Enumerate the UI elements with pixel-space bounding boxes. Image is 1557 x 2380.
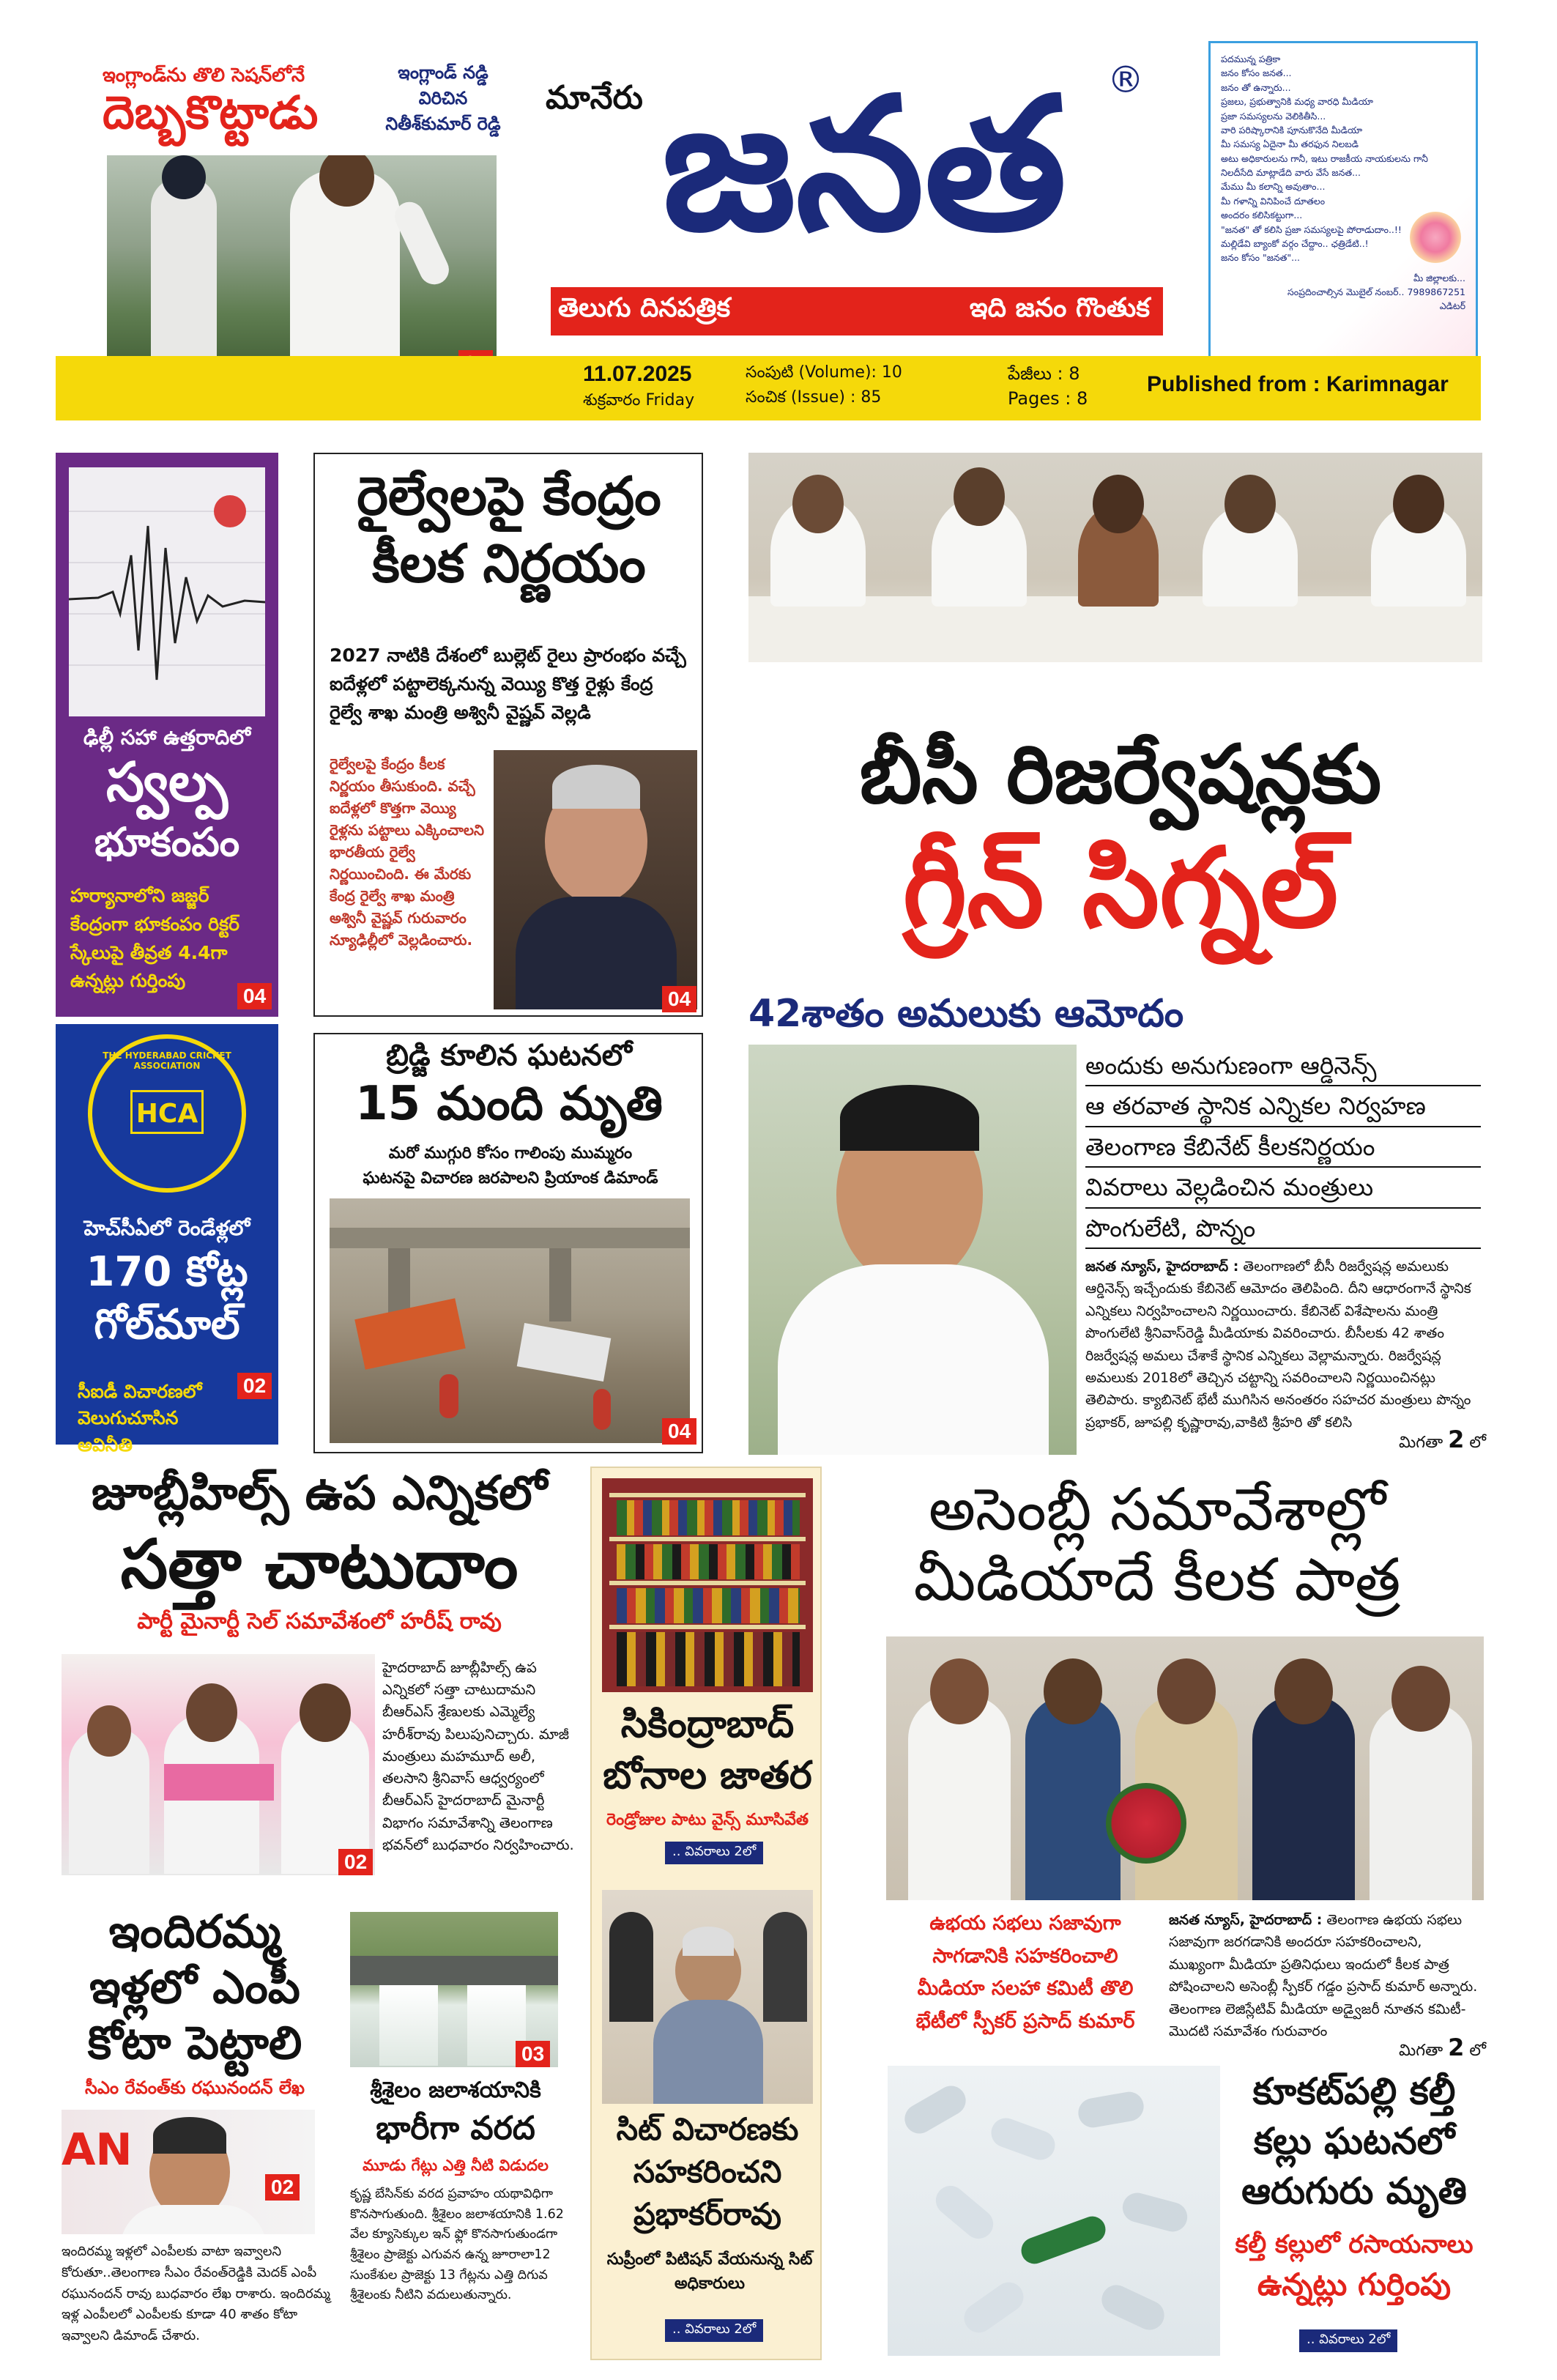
sit-headline-2: సహకరించని — [633, 2154, 782, 2190]
assembly-cont-suffix: లో — [1469, 2042, 1487, 2060]
quake-page-number: 04 — [237, 983, 272, 1009]
sit-more-link[interactable]: .. వివరాలు 2లో — [665, 2319, 763, 2342]
kukatpally-deck-1: కల్తీ కల్లులో రసాయనాలు — [1235, 2230, 1474, 2259]
poem-line: మీ సమస్య ఏదైనా మీ తరఫున నిలబడి — [1221, 138, 1359, 150]
poem-line: ప్రజలు, ప్రభుత్వానికి మధ్య వారధి మీడియా — [1221, 96, 1373, 108]
flower-decoration — [1410, 212, 1461, 263]
poem-line: పదమున్న పత్రికా — [1221, 53, 1281, 64]
wine-shop-photo — [602, 1478, 813, 1692]
harish-rao-photo — [62, 1654, 375, 1875]
hca-body: సీఐడీ విచారణలో వెలుగుచూసిన అవినీతి — [78, 1381, 202, 1456]
assembly-body-text — [1169, 1909, 1481, 2042]
poem-line: జనం తో ఉన్నారు... — [1221, 81, 1291, 93]
jubilee-headline-2: సత్తా చాటుదాం — [120, 1525, 519, 1604]
poem-line: అటు అధికారులను గానీ, ఇటు రాజకీయ నాయకులను గానీ — [1221, 152, 1428, 164]
bonalu-more-link[interactable]: .. వివరాలు 2లో — [665, 1842, 763, 1864]
teaser-kicker: ఇంగ్లాండ్‌ను తొలి సెషన్‌లోనే — [103, 64, 305, 86]
teaser-side-text: ఇంగ్లాండ్ నడ్డి విరిచిన నితీశ్‌కుమార్ రెడ్డి — [385, 62, 501, 134]
poem-line: జనం కోసం జనత... — [1221, 67, 1292, 79]
poem-line: వారి పరిష్కారానికి పూనుకొనేది మీడియా — [1221, 124, 1363, 136]
lead-cont-suffix: లో — [1469, 1434, 1487, 1452]
poem-line: "జనత" తో కలిసి ప్రజా సమస్యలపై పోరాడుదాం..!! — [1221, 223, 1402, 235]
assembly-deck-line: సాగడానికి సహకరించాలి — [932, 1944, 1118, 1968]
hca-logo-text: THE HYDERABAD CRICKET ASSOCIATION — [103, 1050, 231, 1071]
bonalu-headline-2: బోనాల జాతర — [603, 1754, 812, 1798]
poem-signoff: మీ జిల్లాలకు... — [1413, 272, 1465, 283]
jubilee-deck: పార్టీ మైనార్టీ సెల్ సమావేశంలో హరీష్ రావు — [137, 1609, 502, 1634]
hca-headline-2: గోల్‌మాల్ — [94, 1301, 240, 1349]
assembly-cont-label: మిగతా — [1399, 2042, 1443, 2060]
seismograph-icon — [69, 467, 265, 716]
tagline-right: ఇది జనం గొంతుక — [969, 293, 1150, 323]
jubilee-body: హైదరాబాద్ జూబ్లీహిల్స్ ఉప ఎన్నికలో సత్తా చాటుదామని బీఆర్ఎస్ శ్రేణులకు ఎమ్మెల్యే హరీశ్‌రావు పిలుపునిచ్చారు. మాజీ మంత్రులు మహమూద్ అలీ, తలసాని శ్రీనివాస్ ఆధ్వర్యంలో బీఆర్ఎస్ హైదరాబాద్ మైనార్టీ విభాగం సమావేశాన్ని తెలంగాణ భవన్‌లో బుధవారం నిర్వహించారు. — [382, 1659, 574, 1853]
railway-headline-2: కీలక నిర్ణయం — [372, 533, 646, 594]
assembly-deck-line: మీడియా సలహా కమిటీ తొలి — [917, 1977, 1134, 2001]
indiramma-headline-1: ఇందిరమ్మ — [108, 1905, 281, 1958]
lead-subhead: 42శాతం అమలుకు ఆమోదం — [748, 992, 1184, 1036]
pongulei-photo — [748, 1045, 1077, 1455]
prabhakar-rao-photo — [602, 1890, 813, 2104]
bonalu-headline-1: సికింద్రాబాద్ — [620, 1702, 795, 1746]
volume: సంపుటి (Volume): 10 — [746, 363, 902, 382]
published-from: Published from : Karimnagar — [1147, 372, 1449, 396]
lead-headline-1: బీసీ రిజర్వేషన్లకు — [859, 727, 1382, 821]
weekday: శుక్రవారం Friday — [583, 391, 695, 409]
cricket-photo — [107, 155, 497, 381]
lead-deck-line: పొంగులేటి, పొన్నం — [1085, 1209, 1481, 1249]
lead-decks — [1085, 1046, 1481, 1249]
quake-headline-2: భూకంపం — [94, 819, 240, 865]
poem-line: ప్రజా సమస్యలను వెలికితీసి... — [1221, 110, 1326, 122]
railway-body: రైల్వేలపై కేంద్రం కీలక నిర్ణయం తీసుకుంది. వచ్చే ఐదేళ్లలో కొత్తగా వెయ్యి రైళ్లను పట్టాలు ఎక్కించాలని భారతీయ రైల్వే నిర్ణయించింది. ఈ మేరకు కేంద్ర రైల్వే శాఖ మంత్రి అశ్వినీ వైష్ణవ్ గురువారం న్యూఢిల్లీలో వెల్లడించారు. — [330, 755, 485, 949]
srisailam-page-number: 03 — [516, 2041, 550, 2067]
brand-prefix: మానేరు — [546, 79, 643, 116]
lead-cont-label: మిగతా — [1399, 1434, 1443, 1452]
hca-kicker: హెచ్‌సీఏలో రెండేళ్లలో — [83, 1216, 250, 1240]
railway-story — [313, 453, 703, 1017]
raghunandan-photo: AN — [62, 2110, 315, 2234]
minister-photo — [494, 750, 697, 1009]
lead-continued — [1399, 1426, 1486, 1456]
pages-en: Pages : 8 — [1008, 388, 1088, 409]
lead-deck-line: వివరాలు వెల్లడించిన మంత్రులు — [1085, 1168, 1481, 1208]
center-column — [590, 1467, 822, 2360]
poem-line: నిలదీసేది మాట్లాడేది వారు వేసే జనత... — [1221, 167, 1361, 178]
bridge-collapse-photo — [330, 1198, 690, 1443]
kukatpally-headline-1: కూకట్‌పల్లి కల్తీ — [1252, 2070, 1456, 2113]
sit-headline-1: సిట్ విచారణకు — [616, 2111, 799, 2147]
indiramma-deck: సీఎం రేవంత్‌కు రఘునందన్ లేఖ — [85, 2077, 305, 2098]
kukatpally-deck-2: ఉన్నట్లు గుర్తింపు — [1257, 2266, 1452, 2302]
hca-logo-initials: HCA — [130, 1090, 204, 1134]
kukatpally-headline-2: కల్లు ఘటనలో — [1253, 2120, 1455, 2162]
assembly-headline-2: మీడియాదే కీలక పాత్ర — [913, 1546, 1401, 1614]
quake-kicker: ఢిల్లీ సహా ఉత్తరాదిలో — [83, 725, 251, 749]
indiramma-body: ఇందిరమ్మ ఇళ్లలో ఎంపీలకు వాటా ఇవ్వాలని కోరుతూ..తెలంగాణ సీఎం రేవంత్‌రెడ్డికి మెదక్ ఎంపీ రఘునందన్ రావు బుధవారం లేఖ రాశారు. ఇందిరమ్మ ఇళ్ల ఎంపీలలో ఎంపీలకు కూడా 40 శాతం కోటా ఇవ్వాలని డిమాండ్ చేశారు. — [62, 2244, 330, 2344]
hca-page-number: 02 — [237, 1373, 272, 1399]
lead-deck-line: తెలంగాణ కేబినేట్ కీలకనిర్ణయం — [1085, 1127, 1481, 1168]
kukatpally-more-link[interactable]: .. వివరాలు 2లో — [1299, 2329, 1397, 2352]
railway-page-number: 04 — [662, 986, 696, 1012]
srisailam-deck: మూడు గేట్లు ఎత్తి నీటి విడుదల — [363, 2157, 549, 2174]
kukatpally-headline-3: ఆరుగురు మృతి — [1241, 2170, 1467, 2212]
jubilee-page-number: 02 — [338, 1849, 373, 1875]
bonalu-deck: రెండ్రోజుల పాటు వైన్స్ మూసివేత — [606, 1811, 809, 1829]
speaker-meeting-photo — [886, 1636, 1484, 1900]
bridge-headline-2: 15 మంది మృతి — [355, 1077, 663, 1131]
poem-editor: ఎడిటర్ — [1439, 300, 1465, 311]
assembly-cont-page: 2 — [1448, 2034, 1465, 2061]
sit-headline-3: ప్రభాకర్‌రావు — [633, 2196, 781, 2232]
quake-headline-1: స్వల్ప — [105, 751, 228, 814]
bridge-headline-1: బ్రిడ్జి కూలిన ఘటనలో — [386, 1039, 632, 1072]
cabinet-photo — [748, 453, 1482, 662]
brand-name: జనత — [661, 58, 1067, 271]
poem-line: అందరం కలిసికట్టుగా... — [1221, 210, 1303, 221]
quake-body: హర్యానాలోని జజ్జర్ కేంద్రంగా భూకంపం రిక్టర్ స్కేలుపై తీవ్రత 4.4గా ఉన్నట్లు గుర్తింపు — [70, 885, 239, 992]
assembly-dateline: జనత న్యూస్, హైదరాబాద్ : — [1169, 1912, 1323, 1928]
hca-headline-1: 170 కోట్ల — [86, 1248, 248, 1296]
toddy-bottles-photo — [888, 2066, 1220, 2356]
srisailam-headline-1: శ్రీశైలం జలాశయానికి — [370, 2077, 541, 2103]
lead-cont-page: 2 — [1448, 1426, 1465, 1453]
assembly-continued — [1399, 2034, 1486, 2064]
registered-mark: ® — [1107, 59, 1144, 101]
railway-headline-1: రైల్వేలపై కేంద్రం — [357, 465, 661, 527]
lead-headline-2: గ్రీన్ సిగ్నల్ — [902, 825, 1339, 952]
poem-line: మల్లిడేవి బ్యాంకో వర్గం చేద్దాం.. ఛత్రిడేటి..! — [1221, 237, 1369, 249]
bridge-page-number: 04 — [662, 1418, 696, 1445]
quake-panel — [56, 453, 278, 1017]
assembly-decks — [886, 1908, 1164, 2038]
masthead — [0, 0, 1557, 425]
issue: సంచిక (Issue) : 85 — [746, 388, 882, 407]
assembly-deck-line: భేటీలో స్పీకర్ ప్రసాద్ కుమార్ — [915, 2009, 1135, 2033]
srisailam-body: కృష్ణ బేసిన్‌కు వరద ప్రవాహం యథావిధిగా కొనసాగుతుంది. శ్రీశైలం జలాశయానికి 1.62 వేల క్యూసెక్కుల ఇన్ ఫ్లో కొనసాగుతుండగా శ్రీశైలం ప్రాజెక్టు ఎగువన ఉన్న జూరాలా12 సుంకేశుల ప్రాజెక్టు 13 గేట్లను ఎత్తి దిగువ శ్రీశైలంకు నీటిని వదులుతున్నారు. — [350, 2187, 564, 2303]
indiramma-headline-3: కోటా పెట్టాలి — [87, 2016, 302, 2069]
poem-box — [1208, 41, 1478, 365]
bridge-deck-2: ఘటనపై విచారణ జరపాలని ప్రియాంక డిమాండ్ — [363, 1169, 658, 1187]
poem-line: జనం కోసం "జనత"... — [1221, 252, 1301, 264]
lead-deck-line: అందుకు అనుగుణంగా ఆర్డినెన్స్ — [1085, 1046, 1481, 1086]
date-value: 11.07.2025 — [583, 362, 692, 386]
poem-contact: సంప్రదించాల్సిన మొబైల్ నంబర్.. 7989867251 — [1287, 286, 1465, 297]
bridge-deck-1: మరో ముగ్గురి కోసం గాలింపు ముమ్మరం — [388, 1144, 633, 1163]
jubilee-headline-1: జూబ్లీహిల్స్ ఉప ఎన్నికలో — [91, 1467, 548, 1521]
lead-dateline: జనత న్యూస్, హైదరాబాద్ : — [1085, 1258, 1239, 1275]
hca-panel — [56, 1024, 278, 1456]
seismograph-image — [69, 467, 265, 716]
pages-te: పేజీలు : 8 — [1008, 363, 1080, 384]
srisailam-headline-2: భారీగా వరద — [376, 2110, 535, 2147]
bridge-story — [313, 1033, 703, 1453]
indiramma-headline-2: ఇళ్లలో ఎంపీ — [89, 1960, 300, 2014]
poem-line: మీ గళాన్ని వినిపించే దూతలం — [1221, 195, 1326, 207]
indiramma-page-number: 02 — [265, 2174, 300, 2201]
assembly-deck-line: ఉభయ సభలు సజావుగా — [929, 1912, 1121, 1935]
tagline-left: తెలుగు దినపత్రిక — [558, 293, 731, 323]
assembly-body: తెలంగాణ ఉభయ సభలు సజావుగా జరగడానికి అందరూ సహకరించాలని, ముఖ్యంగా మీడియా ప్రతినిధులు ఇందులో కీలక పాత్ర పోషించాలని అసెంబ్లీ స్పీకర్ గడ్డం ప్రసాద్ కుమార్ అన్నారు. తెలంగాణ లెజిస్లేటివ్ మీడియా అడ్వైజరీ నూతన కమిటీ- మొదటి సమావేశం గురువారం — [1169, 1912, 1478, 2039]
teaser-headline: దెబ్బకొట్టాడు — [103, 86, 319, 139]
poem-line: మేము మీ కలాన్ని అవుతాం... — [1221, 181, 1326, 193]
railway-deck: 2027 నాటికి దేశంలో బుల్లెట్ రైలు ప్రారంభం వచ్చే ఐదేళ్లలో పట్టాలెక్కనున్న వెయ్యి కొత్త రైళ్లు కేంద్ర రైల్వే శాఖ మంత్రి అశ్వినీ వైష్ణవ్ వెల్లడి — [330, 645, 686, 723]
assembly-headline-1: అసెంబ్లీ సమావేశాల్లో — [928, 1475, 1386, 1543]
lead-deck-line: ఆ తరవాత స్థానిక ఎన్నికల నిర్వహణ — [1085, 1086, 1481, 1127]
lead-body: తెలంగాణలో బీసీ రిజర్వేషన్ల అమలుకు ఆర్డినెన్స్ ఇచ్చేందుకు కేబినెట్ ఆమోదం తెలిపింది. దీని ఆధారంగానే స్థానిక ఎన్నికలు నిర్వహించాలని నిర్ణయించారు. కేబినెట్ విశేషాలను మంత్రి పొంగులేటి శ్రీనివాస్‌రెడ్డి మీడియాకు వివరించారు. బీసీలకు 42 శాతం రిజర్వేషన్ల అమలు చేశాకే స్థానిక ఎన్నికలు వెల్లామన్నారు. రిజర్వేషన్ల అమలుకు 2018లో తెచ్చిన చట్టాన్ని సవరించాలని నిర్ణయించినట్లు తెలిపారు. క్యాబినెట్ భేటీ ముగిసిన అనంతరం సహచర మంత్రులు పొన్నం ప్రభాకర్, జూపల్లి కృష్ణారావు,వాకిటి శ్రీహరి తో కలిసి — [1085, 1258, 1471, 1431]
hca-logo — [88, 1034, 246, 1193]
sit-deck: సుప్రీంలో పిటిషన్ వేయనున్న సిట్ అధికారులు — [606, 2250, 813, 2293]
lead-body-text — [1085, 1256, 1481, 1434]
